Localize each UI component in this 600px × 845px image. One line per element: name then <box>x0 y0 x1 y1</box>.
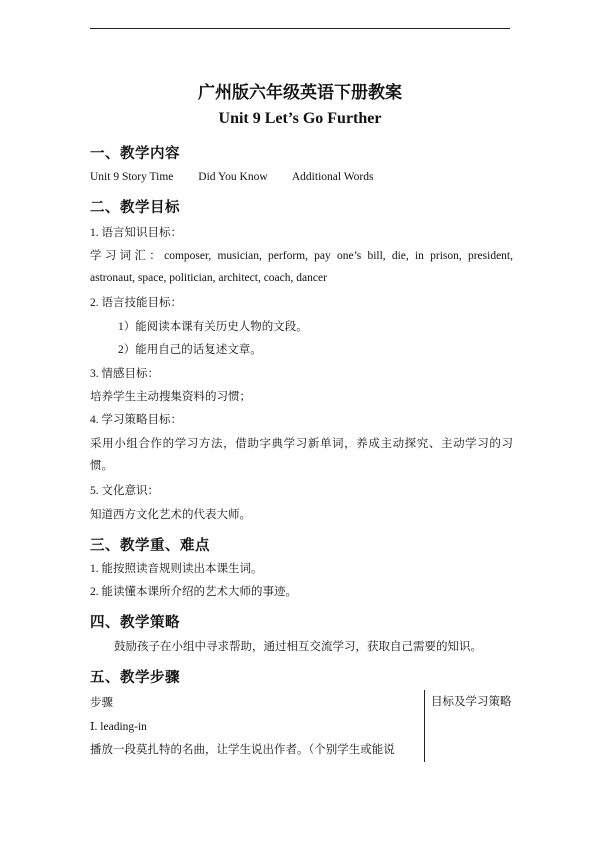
section-2-heading: 二、教学目标 <box>90 200 180 216</box>
goal-2-item-b: 2）能用自己的话复述文章。 <box>118 344 262 356</box>
content-item-did-you-know: Did You Know <box>198 171 268 183</box>
content-item-story-time: Unit 9 Story Time <box>90 171 174 183</box>
section-3-heading: 三、教学重、难点 <box>90 538 210 554</box>
document-subtitle: Unit 9 Let’s Go Further <box>218 110 382 127</box>
goal-5-title: 5. 文化意识： <box>90 485 159 497</box>
strategy-text: 鼓励孩子在小组中寻求帮助，通过相互交流学习，获取自己需要的知识。 <box>114 641 482 653</box>
goal-4-text: 采用小组合作的学习方法，借助字典学习新单词，养成主动探究、主动学习的习惯。 <box>90 438 513 472</box>
goal-2-title: 2. 语言技能目标： <box>90 297 182 309</box>
step-1-text: 播放一段莫扎特的名曲，让学生说出作者。（个别学生或能说 <box>90 744 395 756</box>
key-point-2: 2. 能读懂本课所介绍的艺术大师的事迹。 <box>90 586 297 598</box>
section-1-content <box>90 166 373 188</box>
goal-1-vocabulary: 学习词汇：composer, musician, perform, pay one’s bill, die, in prison, president, astronaut, space, politician, architect, coach, dancer <box>90 250 513 284</box>
goal-1-title: 1. 语言知识目标： <box>90 227 182 239</box>
step-1-title: Ⅰ. leading-in <box>90 721 147 733</box>
goals-column-header: 目标及学习策略 <box>431 696 512 708</box>
key-point-1: 1. 能按照读音规则读出本课生词。 <box>90 563 263 575</box>
goal-4-title: 4. 学习策略目标： <box>90 414 182 426</box>
goal-5-text: 知道西方文化艺术的代表大师。 <box>90 509 251 521</box>
content-item-additional-words: Additional Words <box>291 171 374 183</box>
section-1-heading: 一、教学内容 <box>90 146 180 162</box>
section-5-heading: 五、教学步骤 <box>90 670 180 686</box>
section-4-heading: 四、教学策略 <box>90 615 180 631</box>
header-rule <box>90 28 510 29</box>
table-divider <box>424 690 425 762</box>
steps-column-header: 步骤 <box>90 697 113 709</box>
goal-2-item-a: 1）能阅读本课有关历史人物的文段。 <box>118 321 308 333</box>
goal-3-title: 3. 情感目标： <box>90 368 159 380</box>
document-title: 广州版六年级英语下册教案 <box>198 83 402 103</box>
goal-3-text: 培养学生主动搜集资料的习惯； <box>90 391 251 403</box>
